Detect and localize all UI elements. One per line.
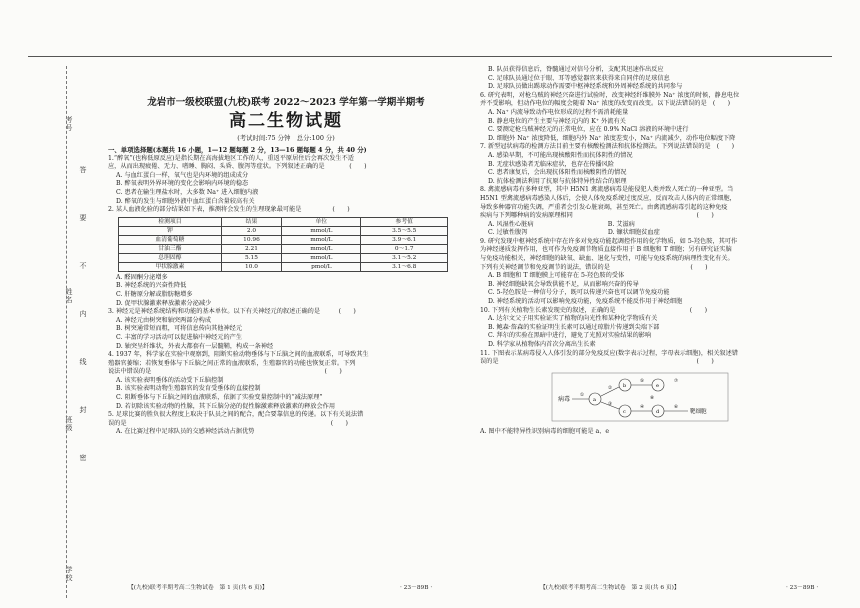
table-cell: 总胆固醇: [119, 253, 222, 262]
table-cell: mmol/L: [282, 235, 361, 244]
seal-char: 密: [79, 454, 87, 462]
diagram-virus-label: 病毒: [558, 395, 571, 403]
question-block: [108, 274, 464, 437]
table-cell: 2.0: [221, 226, 281, 235]
table-body: [119, 226, 448, 271]
diagram-cell-label: c: [623, 408, 626, 415]
table-row: [119, 244, 448, 253]
question-text: 误的是 ( ): [108, 419, 348, 427]
table-cell: 10.0: [221, 262, 281, 271]
question-option: B. 静息电位的产生主要与神经元内的 K⁺ 外流有关: [488, 117, 626, 125]
exam-title: 龙岩市一级校联盟(九校)联考 2022～2023 学年第一学期半期考: [147, 97, 425, 108]
question-text: 2. 某人血液化验的部分结果如下表，推测将会发生的生理现象最可能是 ( ): [108, 206, 350, 214]
table-cell: 10.96: [221, 235, 281, 244]
diagram-cell-label: d: [656, 408, 660, 415]
question-option: D. 足球队员做出踢球动作需要中枢神经系统和外周神经系统的共同参与: [488, 83, 683, 91]
table-cell: 2.21: [221, 244, 281, 253]
question-option: A. Na⁺ 内流导致动作电位形成的过程不需消耗能量: [488, 108, 629, 116]
question-text: 3. 神经元是神经系统结构和功能的基本单位。以下有关神经元的叙述正确的是 ( ): [108, 308, 356, 316]
question-option: B. 该实验表明动物生殖器官的发育受垂体的直接控制: [116, 385, 261, 393]
question-option: A. 感染早期，不可能出现核酸阳性而抗体阴性的情况: [488, 151, 633, 159]
table-header-cell: 检测项目: [119, 217, 222, 226]
question-option: A. 神经元由树突和轴突两部分构成: [116, 316, 212, 324]
table-cell: mmol/L: [282, 253, 361, 262]
question-text: 误的是 ( ): [480, 358, 714, 366]
table-cell: 3.1～6.8: [361, 262, 448, 271]
question-option: A. 该实验表明垂体的活动受下丘脑控制: [116, 376, 224, 384]
section-heading: 一、单项选择题(本题共 16 小题，1—12 题每题 2 分，13—16 题每题 4 分，共 40 分): [108, 146, 367, 154]
diagram-target-label: 靶细胞: [690, 408, 707, 415]
question-option: D. 细胞外 Na⁺ 浓度降低，细胞内外 Na⁺ 浓度差变小，Na⁺ 内流减少，动作电位幅度下降: [488, 134, 736, 142]
binding-label-name: 姓名: [65, 288, 73, 304]
question-option: B. 鲍森·詹森的实验证明生长素可以通过琼脂片传递到尖端下部: [488, 323, 660, 331]
question-text: 9. 研究发现中枢神经系统中存在许多对免疫功能起调控作用的化学物质，如 5-羟色胺，其可作: [480, 237, 738, 245]
table-cell: 血清葡萄糖: [119, 235, 222, 244]
question-option: D. 醉氧的发生与细胞外液中血红蛋白含量较高有关: [116, 197, 255, 205]
footer-right-code: · 23－89B ·: [786, 585, 819, 591]
question-text: 1.“醉氧”(也称低原反应)是指长期在高海拔地区工作的人，重返平原居住后会再次发生不适: [108, 154, 354, 162]
question-option: A. 醛固酮分泌增多: [116, 273, 168, 281]
question-option: B. 神经系统的兴奋性降低: [116, 282, 187, 290]
binding-dashed-line: [66, 66, 67, 598]
question-option: A. 图中不能特异性识别病毒的细胞可能是 a、e: [480, 428, 610, 436]
question-text: H5N1 型禽流感病毒感染人体后，会使人体免疫系统过度反应，反而攻击人体内的正常细胞，: [480, 194, 736, 202]
binding-label-exam-number: 考号: [65, 116, 73, 132]
question-option: B. 神经细胞缺氧会导致供能不足，从而影响兴奋的传导: [488, 280, 639, 288]
question-text: 5. 足球比赛的胜负很大程度上取决于队员之间的配合，配合要靠信息的传递。以下有关说法错: [108, 411, 364, 419]
question-option: C. 患者在输生理盐水时，大多数 Na⁺ 进入细胞内液: [116, 188, 259, 196]
question-text: 6. 研究表明，对枪乌贼的神经兴奋进行试验时，改变神经纤维膜外 Na⁺ 浓度的时候，静息电位: [480, 91, 740, 99]
seal-char: 线: [79, 358, 87, 366]
table-cell: 0～1.7: [361, 244, 448, 253]
diagram-step-label: ④: [640, 404, 645, 410]
question-block: [480, 66, 836, 367]
question-option: D. 若切除该实验动物的性腺，其下丘脑分泌的促性腺激素释放激素的释放会作用: [116, 402, 336, 410]
table-cell: 3.1～5.2: [361, 253, 448, 262]
question-option: B. 队员获得信息后，脊髓通过对信号分析，支配其迅速作出反应: [488, 66, 664, 73]
diagram-step-label: ①: [580, 392, 585, 398]
question-option: D. 轴突呈纤维状，外表大都套有一层髓鞘，构成一条神经: [116, 342, 274, 350]
table-row: [119, 226, 448, 235]
question-option: C. 患者康复后，会出现抗体阳性而核酸阴性的情况: [488, 169, 627, 177]
question-option: A. B 细胞和 T 细胞膜上可能存在 5-羟色胺的受体: [488, 272, 625, 280]
question-option: B. 醉氧表明外界环境的变化会影响内环境的稳态: [116, 180, 249, 188]
seal-char: 答: [79, 166, 87, 174]
seal-char: 内: [79, 310, 87, 318]
table-cell: mmol/L: [282, 244, 361, 253]
question-text: 10. 下列有关植物生长素发现史的叙述，正确的是 ( ): [480, 306, 708, 314]
question-option: A. 在比赛过程中足球队员的交感神经活动占据优势: [116, 428, 255, 436]
question-text: 11. 下图表示某病毒侵入人体引发的部分免疫反应(数字表示过程，字母表示细胞)，相关叙述错: [480, 349, 738, 357]
diagram-step-label: ⑤: [640, 378, 645, 384]
question-text: 并不受影响，但动作电位的幅度会随着 Na⁺ 浓度的改变而改变。以下说法错误的是 ( ): [480, 100, 731, 108]
table-row: [119, 253, 448, 262]
immune-response-diagram: [550, 371, 730, 423]
footer-right-page: 【(九校)联考半期考高二生物试卷 第 2 页(共 6 页)】: [540, 585, 680, 591]
question-text: 疾病与下列哪种病的发病原理相同 ( ): [480, 212, 714, 220]
question-option: C. 5-羟色胺是一种信号分子，既可以传递兴奋也可以调节免疫功能: [488, 289, 670, 297]
question-option: D. 促甲状腺激素释放激素分泌减少: [116, 299, 212, 307]
question-option: C. 丰富的学习活动可以促进脑中神经元的产生: [116, 333, 243, 341]
exam-info: (考试时间:75 分钟 总分:100 分): [237, 134, 335, 142]
table-cell: pmol/L: [282, 262, 361, 271]
subject-title: 高二生物试题: [229, 111, 343, 131]
question-text: 7. 新型冠状病毒的检测方法目前主要有核酸检测法和抗体检测法。下列说法错误的是 ( ): [480, 143, 735, 151]
top-rule: [28, 56, 832, 57]
diagram-step-label: ②: [608, 385, 613, 391]
question-text: 导致多种器官功能失调，严重者会引发心脏衰竭，甚至死亡。由禽流感病毒引起的这种免疫: [480, 203, 728, 211]
diagram-cell-label: e: [656, 382, 659, 389]
diagram-step-label: ③: [608, 401, 613, 407]
question-option: D. 神经系统的活动可以影响免疫功能，免疫系统不能反作用于神经细胞: [488, 298, 683, 306]
question-option: A. 达尔文父子用实验证实了植物的向光性和某种化学物质有关: [488, 315, 658, 323]
table-cell: 钾: [119, 226, 222, 235]
question-text: 说法中错误的是 ( ): [108, 368, 342, 376]
question-option: D. 抗体检测法利用了抗原与抗体特异性结合的原理: [488, 177, 627, 185]
question-option: D. 科学家从植物体内首次分离出生长素: [488, 341, 596, 348]
table-row: [119, 235, 448, 244]
seal-char: 不: [79, 262, 87, 270]
table-row: [119, 262, 448, 271]
diagram-cell-label: b: [623, 382, 627, 389]
question-option: B. 无症状感染者无临床症状，也存在传播风险: [488, 160, 615, 168]
question-option: C. 足球队员通过位于眼、耳等感觉器官来获得来自同伴的足球信息: [488, 74, 670, 82]
question-text: 8. 禽流感病毒有多种亚型，其中 H5N1 禽流感病毒是能侵犯人类并致人死亡的一种亚型。当: [480, 186, 734, 194]
diagram-step-label: ⑥: [674, 404, 679, 410]
table-cell: 甘油三酯: [119, 244, 222, 253]
table-cell: 甲状腺激素: [119, 262, 222, 271]
binding-margin: [44, 66, 87, 598]
table-cell: mmol/L: [282, 226, 361, 235]
table-header-row: [119, 217, 448, 226]
table-header-cell: 单位: [282, 217, 361, 226]
question-block: [108, 155, 464, 215]
question-option: C. 肝糖原分解或脂肪糖增多: [116, 290, 193, 298]
table-cell: 5.15: [221, 253, 281, 262]
diagram-step-label: ⑦: [674, 378, 679, 384]
question-text: 殖器官萎缩；若恢复垂体与下丘脑之间正常的血液联系，生殖器官的功能也恢复正常。下列: [108, 359, 356, 367]
question-text: 与免疫功能相关，神经细胞的缺氧、缺血、退化与变性，可能与免疫系统的病理性变化有关。: [480, 255, 734, 263]
diagram-cell-label: a: [593, 396, 596, 403]
table-header-cell: 参考值: [361, 217, 448, 226]
question-option: C. 过敏性腹泻 D. 镰状细胞贫血症: [488, 229, 660, 237]
question-option: A. 与血红蛋白一样，氧气也是内环境的组成成分: [116, 171, 249, 179]
binding-label-school: 学校: [65, 566, 73, 582]
question-text: 下列有关神经调节和免疫调节的说法，错误的是 ( ): [480, 263, 708, 271]
left-column: [108, 66, 464, 437]
question-text: 为神经递质发挥作用，也可作为免疫调节物质直接作用于 B 细胞和 T 细胞；另有研究证实脑: [480, 246, 732, 254]
binding-label-class: 班级: [65, 416, 73, 432]
question-text: 4. 1937 年，科学家在实验中观察到，阻断实验动物垂体与下丘脑之间的血液联系，可导致其生: [108, 351, 369, 359]
seal-char: 封: [79, 406, 87, 414]
blood-test-table: [118, 217, 448, 272]
diagram-step-label: ⑧: [650, 395, 655, 401]
question-text: 应，从而出现疲倦、无力、嗜睡、胸闷、头昏、腹泻等症状。下列叙述正确的是 ( ): [108, 163, 367, 171]
seal-char: 要: [79, 214, 87, 222]
table-cell: 3.9～6.1: [361, 235, 448, 244]
right-column: [480, 66, 836, 437]
table-header-cell: 结果: [221, 217, 281, 226]
table-cell: 3.5～5.5: [361, 226, 448, 235]
question-option: C. 拜尔的实验在黑暗中进行，避免了光照对实验结果的影响: [488, 332, 652, 340]
question-option: B. 树突通常短而粗，可将信息传向其他神经元: [116, 325, 243, 333]
question-option: C. 要测定枪乌贼神经元的正常电位，应在 0.9% NaCl 溶液的环境中进行: [488, 126, 689, 134]
question-option: C. 阻断垂体与下丘脑之间的血液联系，依据了实验变量控制中的“减法原理”: [116, 394, 323, 402]
question-option: A. 风湿性心脏病 B. 艾滋病: [488, 220, 635, 228]
footer-left-code: · 23－89B ·: [400, 585, 433, 591]
footer-left-page: 【(九校)联考半期考高二生物试卷 第 1 页(共 6 页)】: [128, 585, 268, 591]
